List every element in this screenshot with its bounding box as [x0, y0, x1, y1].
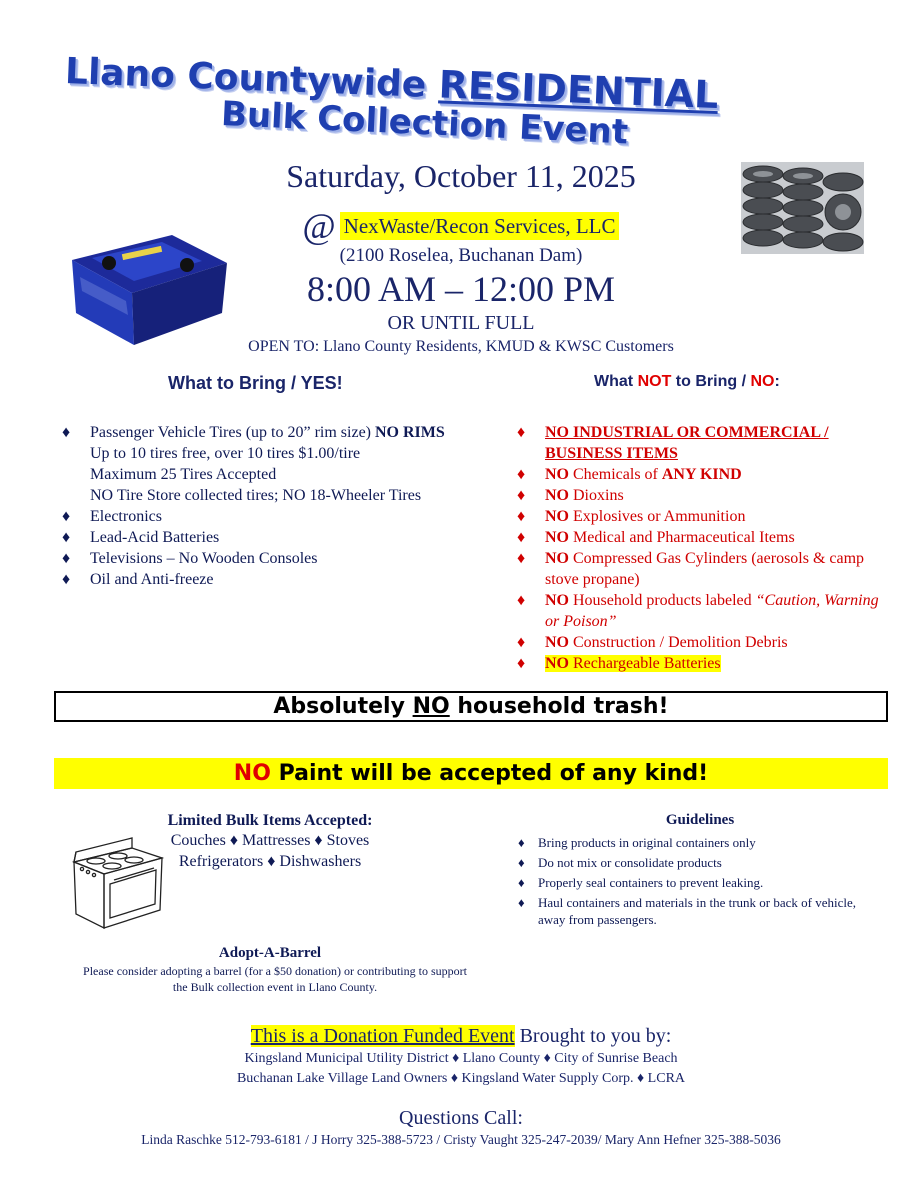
banner-text: household trash! — [457, 694, 669, 719]
bullet-icon: ♦ — [517, 487, 526, 504]
item-italic: “Caution, Warning or Poison” — [545, 592, 879, 630]
item-text: Haul containers and materials in the trunk or back of vehicle, away from passengers. — [538, 895, 857, 927]
list-item — [517, 653, 887, 674]
bulk-heading: Limited Bulk Items Accepted: — [167, 812, 373, 829]
contact-list: Linda Raschke 512-793-6181 / J Horry 325-388-5723 / Cristy Vaught 325-247-2039/ Mary Ann Hefner 325-388-5036 — [141, 1132, 781, 1147]
tire-exclusion-note: NO Tire Store collected tires; NO 18-Wheeler Tires — [90, 487, 422, 504]
bullet-icon: ♦ — [62, 424, 71, 441]
item-text: Do not mix or consolidate products — [538, 855, 722, 870]
donation-highlight: This is a Donation Funded Event — [250, 1025, 515, 1047]
bullet-icon: ♦ — [518, 895, 525, 910]
at-symbol: @ — [302, 206, 336, 246]
venue-address: (2100 Roselea, Buchanan Dam) — [339, 245, 583, 266]
bullet-icon: ♦ — [517, 634, 526, 651]
questions-heading: Questions Call: — [399, 1107, 523, 1129]
title-prefix: Llano Countywide — [64, 50, 427, 106]
event-hours: 8:00 AM – 12:00 PM — [306, 269, 616, 309]
item-lead: NO INDUSTRIAL OR COMMERCIAL / BUSINESS ITEMS — [545, 424, 829, 462]
no-heading-part: What — [594, 373, 634, 390]
list-item — [517, 548, 887, 590]
item-lead: NO — [545, 592, 569, 609]
adopt-body: Please consider adopting a barrel (for a $50 donation) or contributing to support the Bulk collection event in Llano County. — [83, 964, 467, 994]
item-text: Lead-Acid Batteries — [90, 529, 220, 546]
item-text: Dioxins — [573, 487, 624, 504]
item-text: Chemicals of — [573, 466, 658, 483]
item-text: Bring products in original containers only — [538, 835, 756, 850]
bullet-icon: ♦ — [62, 550, 71, 567]
list-item — [518, 854, 878, 871]
bullet-icon: ♦ — [62, 571, 71, 588]
bulk-items-line-1: Couches ♦ Mattresses ♦ Stoves — [170, 832, 370, 849]
item-text: Compressed Gas Cylinders (aerosols & camp stove propane) — [545, 550, 865, 588]
list-item — [62, 506, 462, 527]
sponsors-line-1: Kingsland Municipal Utility District ♦ Llano County ♦ City of Sunrise Beach — [244, 1051, 678, 1066]
banner-text: Absolutely — [273, 694, 405, 719]
item-lead: NO — [545, 634, 569, 651]
bullet-icon: ♦ — [517, 592, 526, 609]
bullet-icon: ♦ — [62, 529, 71, 546]
item-lead: NO — [545, 508, 569, 525]
title-line-2: Bulk Collection Event — [220, 94, 629, 153]
adopt-heading: Adopt-A-Barrel — [218, 945, 322, 961]
list-item — [62, 527, 462, 548]
item-lead: NO — [545, 487, 569, 504]
title-emphasis: RESIDENTIAL — [437, 62, 720, 118]
no-heading-colon: : — [774, 373, 780, 390]
until-full-note: OR UNTIL FULL — [387, 312, 535, 334]
banner-no: NO — [412, 694, 450, 719]
guidelines-list — [518, 834, 878, 931]
donation-line — [0, 1025, 922, 1048]
item-text: Household products labeled — [573, 592, 752, 609]
bullet-icon: ♦ — [518, 835, 525, 850]
item-text: Explosives or Ammunition — [573, 508, 746, 525]
stove-icon — [70, 824, 165, 932]
tire-fee-note: Up to 10 tires free, over 10 tires $1.00/tire — [90, 445, 361, 462]
bullet-icon: ♦ — [517, 424, 526, 441]
guidelines-heading: Guidelines — [665, 812, 735, 828]
list-item — [517, 590, 887, 632]
open-to-note: OPEN TO: Llano County Residents, KMUD & KWSC Customers — [248, 338, 674, 355]
no-list — [517, 422, 887, 674]
item-text: Electronics — [90, 508, 162, 525]
item-text: Rechargeable Batteries — [573, 655, 721, 672]
list-item — [517, 506, 887, 527]
item-tail: ANY KIND — [661, 466, 742, 483]
item-lead: NO — [545, 529, 569, 546]
bullet-icon: ♦ — [517, 655, 526, 672]
list-item — [62, 548, 462, 569]
list-item — [62, 569, 462, 590]
banner-no: NO — [233, 761, 271, 786]
car-battery-image — [62, 215, 232, 350]
venue-name: NexWaste/Recon Services, LLC — [340, 212, 620, 240]
item-text: Properly seal containers to prevent leaking. — [538, 875, 764, 890]
bullet-icon: ♦ — [62, 508, 71, 525]
no-rims-text: NO RIMS — [375, 424, 445, 441]
bullet-icon: ♦ — [517, 550, 526, 567]
item-lead: NO — [545, 466, 569, 483]
item-text: Televisions – No Wooden Consoles — [90, 550, 318, 567]
no-paint-banner — [54, 758, 888, 789]
item-lead: NO — [545, 550, 569, 567]
item-text: Medical and Pharmaceutical Items — [573, 529, 795, 546]
item-lead: NO — [545, 655, 569, 672]
list-item — [517, 464, 887, 485]
yes-heading: What to Bring / YES! — [168, 373, 343, 393]
tires-item-text: Passenger Vehicle Tires (up to 20” rim size) — [90, 424, 371, 441]
yes-list — [62, 422, 462, 590]
item-text: Oil and Anti-freeze — [90, 571, 214, 588]
list-item — [517, 422, 887, 464]
list-item — [517, 527, 887, 548]
bullet-icon: ♦ — [517, 466, 526, 483]
bullet-icon: ♦ — [517, 508, 526, 525]
list-item — [518, 834, 878, 851]
list-item — [518, 874, 878, 891]
list-item — [517, 485, 887, 506]
no-heading — [594, 373, 780, 391]
no-trash-banner — [54, 691, 888, 722]
donation-rest: Brought to you by: — [514, 1025, 672, 1047]
list-item — [517, 632, 887, 653]
item-text: Construction / Demolition Debris — [573, 634, 788, 651]
list-item — [62, 422, 462, 506]
event-date: Saturday, October 11, 2025 — [286, 158, 636, 194]
sponsors-line-2: Buchanan Lake Village Land Owners ♦ Kingsland Water Supply Corp. ♦ LCRA — [236, 1071, 686, 1086]
bullet-icon: ♦ — [518, 875, 525, 890]
no-heading-part: to Bring / — [675, 373, 747, 390]
bulk-items-line-2: Refrigerators ♦ Dishwashers — [178, 853, 362, 870]
tires-image — [741, 162, 864, 254]
tire-max-note: Maximum 25 Tires Accepted — [90, 466, 277, 483]
no-heading-no: NO — [750, 373, 775, 390]
bullet-icon: ♦ — [518, 855, 525, 870]
list-item — [518, 894, 878, 928]
banner-text: Paint will be accepted of any kind! — [278, 761, 709, 786]
bullet-icon: ♦ — [517, 529, 526, 546]
no-heading-not: NOT — [637, 373, 672, 390]
